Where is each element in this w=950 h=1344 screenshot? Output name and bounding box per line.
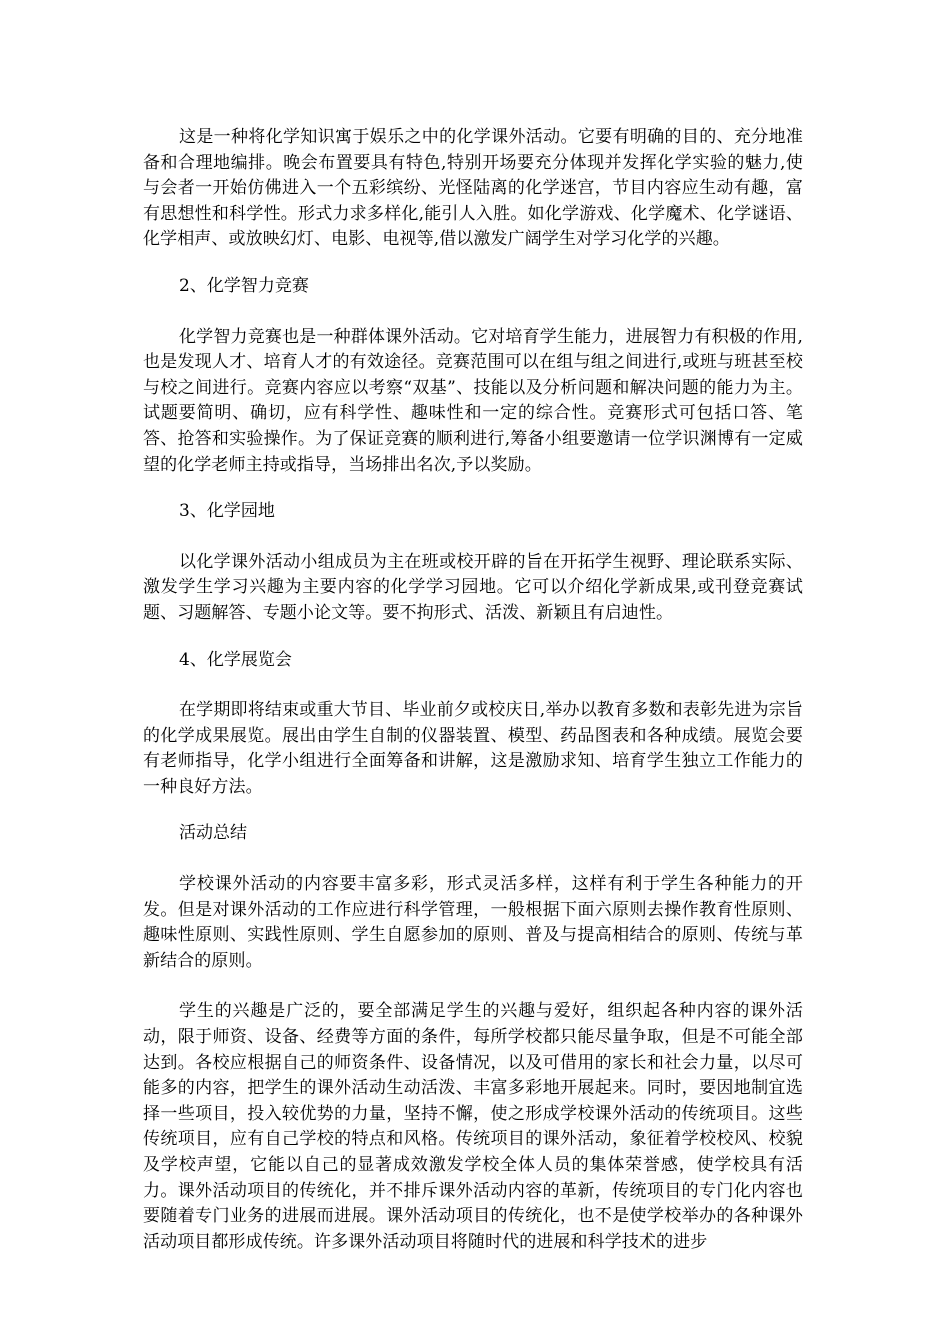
paragraph-competition: 化学智力竞赛也是一种群体课外活动。它对培育学生能力，进展智力有积极的作用,也是发现人才、培育人才的有效途径。竞赛范围可以在组与组之间进行,或班与班甚至校与校之间进行。竞赛内容应以考察“双基”、技能以及分析问题和解决问题的能力为主。试题要简明、确切，应有科学性、趣味性和一定的综合性。竞赛形式可包括口答、笔答、抢答和实验操作。为了保证竞赛的顺利进行,筹备小组要邀请一位学识渊博有一定威望的化学老师主持或指导，当场排出名次,予以奖励。 <box>143 326 803 475</box>
heading-section-3: 3、化学园地 <box>179 501 275 522</box>
paragraph-summary-interests: 学生的兴趣是广泛的，要全部满足学生的兴趣与爱好，组织起各种内容的课外活动，限于师资、设备、经费等方面的条件，每所学校都只能尽量争取，但是不可能全部达到。各校应根据自己的师资条件、设备情况，以及可借用的家长和社会力量，以尽可能多的内容，把学生的课外活动生动活泼、丰富多彩地开展起来。同时，要因地制宜选择一些项目，投入较优势的力量，坚持不懈，使之形成学校课外活动的传统项目。这些传统项目，应有自己学校的特点和风格。传统项目的课外活动，象征着学校校风、校貌及学校声望，它能以自己的显著成效激发学校全体人员的集体荣誉感，使学校具有活力。课外活动项目的传统化，并不排斥课外活动内容的革新，传统项目的专门化内容也要随着专门业务的进展而进展。课外活动项目的传统化，也不是使学校举办的各种课外活动项目都形成传统。许多课外活动项目将随时代的进展和科学技术的进步 <box>143 1001 803 1252</box>
heading-summary: 活动总结 <box>179 823 247 844</box>
paragraph-summary-principles: 学校课外活动的内容要丰富多彩，形式灵活多样，这样有利于学生各种能力的开发。但是对课外活动的工作应进行科学管理，一般根据下面六原则去操作教育性原则、趣味性原则、实践性原则、学生自愿参加的原则、普及与提高相结合的原则、传统与革新结合的原则。 <box>143 874 803 971</box>
paragraph-evening-party: 这是一种将化学知识寓于娱乐之中的化学课外活动。它要有明确的目的、充分地准备和合理地编排。晚会布置要具有特色,特别开场要充分体现并发挥化学实验的魅力,使与会者一开始仿佛进入一个五彩缤纷、光怪陆离的化学迷宫，节目内容应生动有趣，富有思想性和科学性。形式力求多样化,能引人入胜。如化学游戏、化学魔术、化学谜语、化学相声、或放映幻灯、电影、电视等,借以激发广阔学生对学习化学的兴趣。 <box>143 127 803 250</box>
heading-section-2: 2、化学智力竞赛 <box>179 275 309 296</box>
heading-section-4: 4、化学展览会 <box>179 649 292 670</box>
document-page <box>143 125 803 1255</box>
paragraph-garden: 以化学课外活动小组成员为主在班或校开辟的旨在开拓学生视野、理论联系实际、激发学生学习兴趣为主要内容的化学学习园地。它可以介绍化学新成果,或刊登竞赛试题、习题解答、专题小论文等。要不拘形式、活泼、新颖且有启迪性。 <box>143 551 803 623</box>
paragraph-exhibition: 在学期即将结束或重大节目、毕业前夕或校庆日,举办以教育多数和表彰先进为宗旨的化学成果展览。展出由学生自制的仪器装置、模型、药品图表和各种成绩。展览会要有老师指导，化学小组进行全面筹备和讲解，这是激励求知、培育学生独立工作能力的一种良好方法。 <box>143 700 803 797</box>
